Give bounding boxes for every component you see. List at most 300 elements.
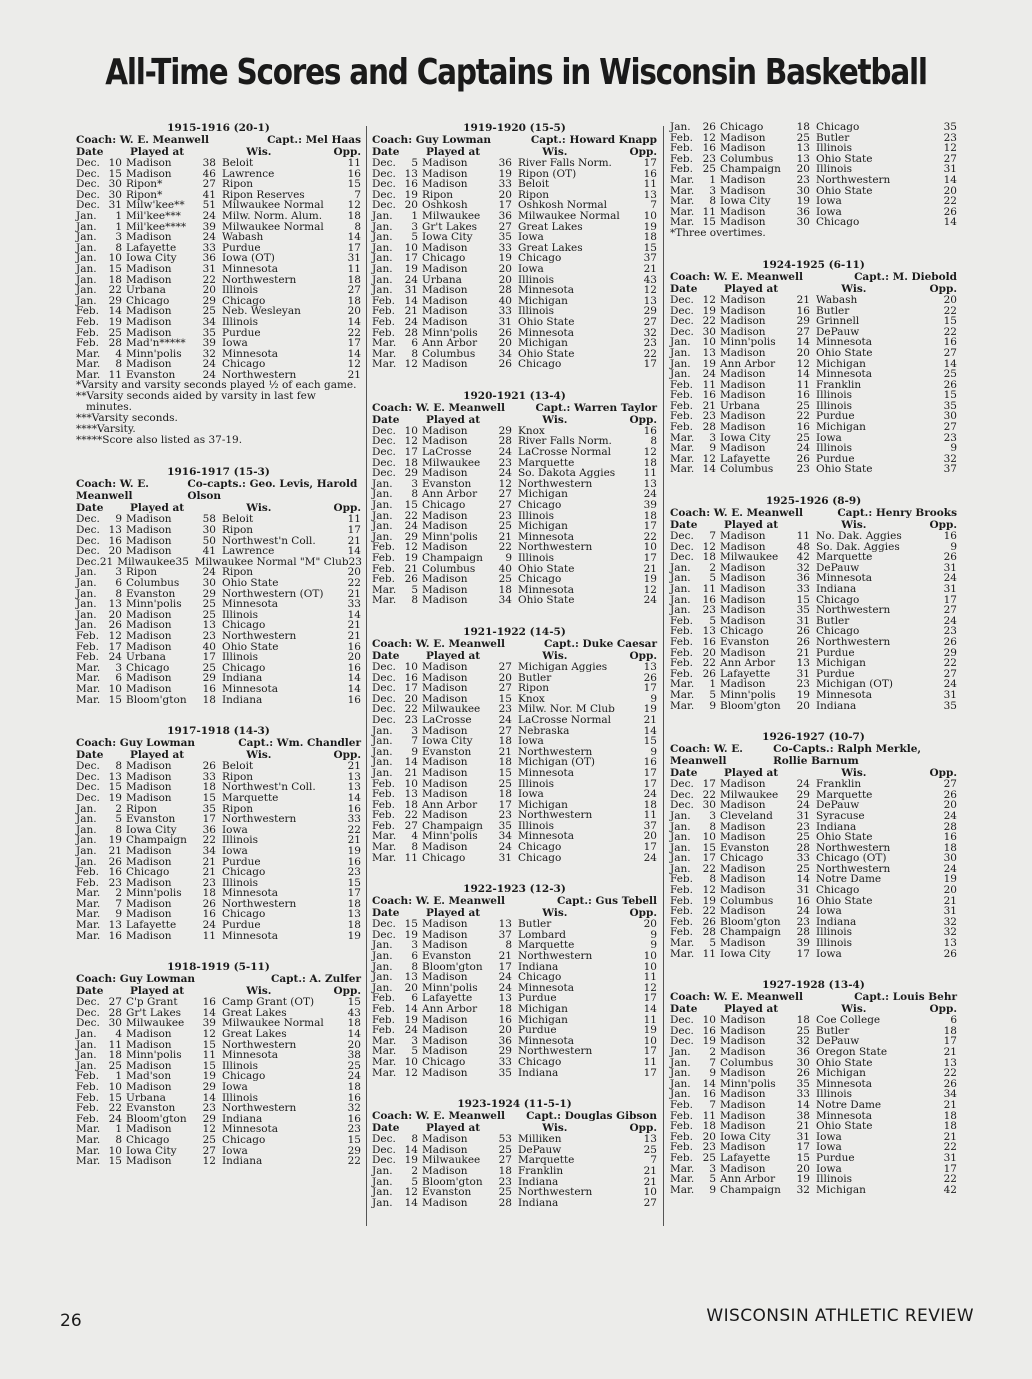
opponent-score: 33 <box>347 813 361 826</box>
game-day: 15 <box>404 499 418 512</box>
game-location: Iowa City <box>720 947 771 960</box>
footnote: ****Varsity. <box>76 423 136 436</box>
game-location: Ann Arbor <box>422 488 478 501</box>
game-day: 29 <box>404 530 418 543</box>
opponent-score: 15 <box>943 389 957 402</box>
opponent-name: Milwaukee Normal "M" Club <box>194 555 349 568</box>
opponent-name: Beloit <box>518 178 550 191</box>
wisconsin-score: 20 <box>796 163 810 176</box>
game-month: Jan. <box>76 1059 97 1072</box>
game-day: 11 <box>702 947 716 960</box>
opponent-score: 17 <box>643 552 657 564</box>
opponent-score: 22 <box>943 304 957 317</box>
game-day: 22 <box>702 657 716 670</box>
opponent-score: 23 <box>943 131 957 144</box>
game-day: 26 <box>108 855 122 868</box>
game-day: 8 <box>411 488 418 501</box>
game-month: Jan. <box>372 520 393 533</box>
opponent-name: Iowa <box>222 823 248 836</box>
opponent-score: 21 <box>643 562 657 575</box>
opponent-name: Purdue <box>518 992 557 1005</box>
opponent-score: 20 <box>347 305 361 318</box>
header-wis: Wis. <box>542 146 568 158</box>
opponent-score: 16 <box>347 802 361 815</box>
game-location: Madison <box>126 791 172 804</box>
game-month: Feb. <box>670 926 693 939</box>
game-row <box>670 811 957 822</box>
game-month: Jan. <box>372 745 393 758</box>
opponent-name: Marquette <box>518 456 575 469</box>
game-month: Mar. <box>372 358 397 371</box>
opponent-name: Chicago <box>222 619 266 632</box>
game-month: Feb. <box>372 1024 395 1037</box>
game-month: Mar. <box>670 1173 695 1186</box>
game-month: Jan. <box>76 209 97 222</box>
game-month: Jan. <box>76 619 97 632</box>
wisconsin-score: 23 <box>796 915 810 928</box>
game-day: 8 <box>115 760 122 773</box>
header-played-at: Played at <box>426 146 481 158</box>
game-day: 13 <box>404 971 418 984</box>
game-day: 26 <box>702 667 716 680</box>
game-location: Madison <box>720 862 766 875</box>
opponent-score: 7 <box>650 1154 657 1167</box>
wisconsin-score: 13 <box>498 992 512 1005</box>
opponent-name: Purdue <box>816 452 855 465</box>
game-row <box>670 122 957 133</box>
game-day: 19 <box>108 791 122 804</box>
opponent-name: Illinois <box>518 819 555 832</box>
opponent-score: 9 <box>650 745 657 758</box>
game-month: Feb. <box>670 625 693 638</box>
game-location: Madison <box>422 1066 468 1079</box>
game-month: Mar. <box>670 1183 695 1196</box>
opponent-score: 14 <box>943 173 957 186</box>
game-month: Dec. <box>372 703 396 716</box>
game-location: Ann Arbor <box>422 1003 478 1015</box>
opponent-score: 29 <box>347 1144 361 1157</box>
wisconsin-score: 15 <box>498 692 512 705</box>
game-month: Mar. <box>670 195 695 208</box>
game-month: Mar. <box>372 851 397 864</box>
game-row <box>76 631 361 642</box>
opponent-score: 17 <box>643 992 657 1005</box>
opponent-name: Beloit <box>222 513 254 526</box>
opponent-name: Indiana <box>518 1196 559 1209</box>
game-day: 22 <box>108 284 122 297</box>
opponent-score: 21 <box>943 1130 957 1143</box>
game-day: 11 <box>108 368 122 381</box>
game-month: Jan. <box>76 273 97 286</box>
game-day: 13 <box>108 524 122 537</box>
header-wis: Wis. <box>841 767 867 780</box>
wisconsin-score: 21 <box>796 293 810 306</box>
wisconsin-score: 34 <box>498 830 512 843</box>
game-location: Minn'polis <box>720 688 776 701</box>
opponent-name: Chicago <box>222 1070 266 1083</box>
game-location: Madison <box>720 530 766 543</box>
wisconsin-score: 34 <box>498 594 512 607</box>
opponent-name: Illinois <box>518 509 555 522</box>
opponent-score: 9 <box>650 928 657 941</box>
game-location: Madison <box>422 1034 468 1047</box>
header-wis: Wis. <box>542 649 568 662</box>
opponent-name: Milwaukee Normal <box>222 220 324 233</box>
game-location: Madison <box>422 971 468 984</box>
game-day: 5 <box>411 1045 418 1058</box>
opponent-score: 21 <box>943 1046 957 1058</box>
game-month: Dec. <box>76 178 100 191</box>
wisconsin-score: 13 <box>796 152 810 165</box>
opponent-score: 23 <box>643 337 657 350</box>
game-location: Madison <box>126 781 172 794</box>
game-month: Mar. <box>76 919 101 932</box>
game-month: Feb. <box>670 657 693 670</box>
wisconsin-score: 20 <box>796 699 810 712</box>
game-day: 9 <box>115 513 122 526</box>
opponent-score: 17 <box>347 337 361 350</box>
wisconsin-score: 13 <box>796 657 810 670</box>
header-wis: Wis. <box>246 985 272 998</box>
wisconsin-score: 26 <box>796 1067 810 1080</box>
opponent-name: Illinois <box>222 1091 259 1104</box>
opponent-name: Illinois <box>816 1173 853 1186</box>
game-location: Madison <box>422 509 468 522</box>
wisconsin-score: 39 <box>202 1017 216 1030</box>
opponent-score: 22 <box>347 577 361 590</box>
game-day: 28 <box>404 326 418 339</box>
game-location: Gr't Lakes <box>422 220 478 233</box>
wisconsin-score: 35 <box>498 819 512 832</box>
game-month: Jan. <box>670 862 691 875</box>
game-day: 5 <box>709 937 716 950</box>
wisconsin-score: 24 <box>202 566 216 579</box>
wisconsin-score: 23 <box>796 463 810 476</box>
game-month: Jan. <box>76 608 97 621</box>
opponent-name: Indiana <box>816 583 857 595</box>
header-played-at: Played at <box>426 907 481 920</box>
opponent-name: Michigan <box>816 357 866 370</box>
game-location: Madison <box>126 855 172 868</box>
opponent-score: 31 <box>943 688 957 701</box>
wisconsin-score: 31 <box>202 262 216 275</box>
game-day: 19 <box>404 552 418 564</box>
game-month: Jan. <box>670 1046 691 1058</box>
game-month: Feb. <box>670 614 693 627</box>
opponent-name: Franklin <box>816 378 862 391</box>
page-number: 26 <box>60 1311 82 1331</box>
wisconsin-score: 32 <box>202 347 216 360</box>
game-month: Feb. <box>372 541 395 554</box>
wisconsin-score: 35 <box>202 802 216 815</box>
wisconsin-score: 23 <box>498 1175 512 1188</box>
opponent-name: Minnesota <box>816 336 873 349</box>
opponent-score: 16 <box>643 756 657 769</box>
header-date: Date <box>372 1122 400 1135</box>
game-day: 3 <box>709 1162 716 1175</box>
game-row <box>372 1057 657 1068</box>
game-month: Jan. <box>372 499 393 512</box>
game-day: 22 <box>702 905 716 918</box>
season-heading: 1917-1918 (14-3) <box>167 725 270 738</box>
coach-name: Coach: Guy Lowman <box>76 973 196 986</box>
game-month: Dec. <box>76 781 100 794</box>
game-month: Dec. <box>76 770 100 783</box>
opponent-name: Northwestern (OT) <box>222 587 324 600</box>
opponent-name: Northwest'n Coll. <box>222 781 316 794</box>
game-location: Madison <box>422 467 468 480</box>
game-location: Urbana <box>126 651 166 664</box>
game-location: Madison <box>422 671 468 684</box>
opponent-score: 29 <box>643 305 657 318</box>
game-location: Madison <box>720 1162 766 1175</box>
opponent-name: Beloit <box>222 760 254 773</box>
game-month: Dec. <box>372 682 396 695</box>
opponent-score: 19 <box>643 573 657 586</box>
wisconsin-score: 31 <box>796 884 810 897</box>
opponent-name: Minnesota <box>816 1109 873 1122</box>
game-location: Evanston <box>720 841 770 854</box>
header-date: Date <box>76 146 104 158</box>
game-day: 14 <box>404 294 418 307</box>
game-month: Jan. <box>76 823 97 836</box>
opponent-score: 34 <box>943 1088 957 1101</box>
game-month: Dec. <box>670 293 694 306</box>
game-month: Dec. <box>372 456 396 469</box>
opponent-score: 18 <box>347 919 361 932</box>
game-month: Jan. <box>76 577 97 590</box>
opponent-name: Northwestern <box>518 745 593 758</box>
wisconsin-score: 36 <box>796 1046 810 1058</box>
wisconsin-score: 19 <box>796 195 810 208</box>
game-day: 26 <box>702 915 716 928</box>
season-block <box>76 122 361 446</box>
game-day: 21 <box>99 555 114 568</box>
game-month: Mar. <box>670 937 695 950</box>
game-location: Madison <box>720 421 766 434</box>
opponent-name: Butler <box>816 304 850 317</box>
opponent-name: Northwestern <box>816 173 891 186</box>
season-block <box>670 259 957 475</box>
game-month: Dec. <box>372 199 396 212</box>
wisconsin-score: 27 <box>498 499 512 512</box>
opponent-name: Nebraska <box>518 724 570 737</box>
opponent-name: So. Dakota Aggies <box>518 467 616 480</box>
game-day: 11 <box>702 1109 716 1122</box>
game-row <box>76 684 361 695</box>
wisconsin-score: 26 <box>202 897 216 910</box>
wisconsin-score: 31 <box>796 1130 810 1143</box>
header-opp: Opp. <box>629 1122 657 1135</box>
opponent-name: Iowa <box>816 431 842 444</box>
opponent-name: Minnesota <box>518 981 575 994</box>
game-month: Feb. <box>372 294 395 307</box>
wisconsin-score: 46 <box>202 167 216 180</box>
game-month: Dec. <box>670 1014 694 1027</box>
game-month: Feb. <box>372 1003 395 1015</box>
game-month: Mar. <box>670 205 695 218</box>
wisconsin-score: 23 <box>796 173 810 186</box>
game-month: Feb. <box>372 573 395 586</box>
game-month: Feb. <box>670 667 693 680</box>
game-month: Jan. <box>670 604 691 617</box>
opponent-name: Minnesota <box>518 1034 575 1047</box>
game-location: Madison <box>126 672 172 685</box>
game-location: Ann Arbor <box>720 357 776 370</box>
opponent-score: 14 <box>347 672 361 685</box>
game-location: Madison <box>126 157 172 169</box>
opponent-name: Chicago <box>816 121 860 133</box>
game-row <box>670 464 957 475</box>
opponent-name: Ohio State <box>816 1056 873 1069</box>
wisconsin-score: 12 <box>796 357 810 370</box>
game-day: 11 <box>702 378 716 391</box>
game-location: Milwaukee <box>117 555 176 568</box>
opponent-score: 20 <box>643 830 657 843</box>
game-location: Minn'polis <box>126 347 182 360</box>
game-day: 7 <box>709 530 716 543</box>
wisconsin-score: 34 <box>202 315 216 328</box>
game-month: Feb. <box>372 326 395 339</box>
opponent-score: 9 <box>950 442 957 455</box>
game-month: Dec. <box>670 530 694 543</box>
opponent-name: Minnesota <box>518 830 575 843</box>
wisconsin-score: 16 <box>202 996 216 1009</box>
game-month: Jan. <box>670 368 691 381</box>
game-day: 26 <box>702 121 716 133</box>
game-location: Madison <box>720 131 766 144</box>
wisconsin-score: 17 <box>498 798 512 811</box>
wisconsin-score: 23 <box>202 630 216 642</box>
header-date: Date <box>76 749 104 762</box>
wisconsin-score: 25 <box>796 831 810 844</box>
game-month: Jan. <box>372 488 393 501</box>
game-day: 5 <box>709 572 716 585</box>
game-month: Jan. <box>76 855 97 868</box>
game-month: Dec. <box>670 1035 694 1048</box>
game-month: Feb. <box>670 1120 693 1133</box>
game-location: Minn'polis <box>126 1049 182 1062</box>
game-day: 26 <box>108 619 122 632</box>
opponent-name: Chicago <box>518 573 562 586</box>
opponent-name: Beloit <box>222 157 254 169</box>
game-location: Champaign <box>422 552 483 564</box>
game-day: 15 <box>108 1155 122 1168</box>
coach-name: Coach: W. E. Meanwell <box>372 637 505 650</box>
game-month: Dec. <box>76 513 100 526</box>
game-month: Jan. <box>372 284 393 297</box>
opponent-score: 30 <box>943 410 957 423</box>
opponent-score: 16 <box>347 1112 361 1125</box>
game-location: Columbus <box>720 894 774 907</box>
game-day: 12 <box>404 1066 418 1079</box>
opponent-name: Great Lakes <box>518 220 583 233</box>
season-heading: 1916-1917 (15-3) <box>167 466 270 479</box>
opponent-score: 11 <box>643 467 657 480</box>
opponent-name: Illinois <box>222 876 259 889</box>
opponent-name: Ripon Reserves <box>222 188 305 201</box>
page-title: All-Time Scores and Captains in Wisconsin Basketball <box>105 52 927 93</box>
header-played-at: Played at <box>426 413 481 426</box>
game-row <box>76 1156 361 1167</box>
game-month: Feb. <box>76 1081 99 1093</box>
opponent-name: River Falls Norm. <box>518 435 612 448</box>
game-month: Feb. <box>76 1091 99 1104</box>
opponent-score: 14 <box>347 791 361 804</box>
game-day: 22 <box>404 809 418 822</box>
opponent-name: Michigan <box>816 657 866 670</box>
game-day: 19 <box>404 1013 418 1026</box>
game-day: 16 <box>702 142 716 155</box>
captain-name: Capt.: Wm. Chandler <box>238 737 361 750</box>
opponent-score: 21 <box>347 587 361 600</box>
game-month: Mar. <box>670 947 695 960</box>
game-location: Ann Arbor <box>720 657 776 670</box>
game-location: Madison <box>126 876 172 889</box>
opponent-score: 19 <box>347 929 361 942</box>
game-day: 5 <box>411 231 418 244</box>
game-month: Jan. <box>372 1175 393 1188</box>
opponent-score: 15 <box>643 735 657 748</box>
game-day: 5 <box>115 813 122 826</box>
opponent-name: Northwestern <box>222 897 297 910</box>
game-day: 2 <box>115 887 122 900</box>
game-day: 1 <box>709 678 716 691</box>
game-location: Lafayette <box>126 241 177 254</box>
wisconsin-score: 26 <box>202 760 216 773</box>
wisconsin-score: 26 <box>498 326 512 339</box>
opponent-name: Butler <box>816 1024 850 1037</box>
game-row <box>372 211 657 222</box>
wisconsin-score: 26 <box>498 358 512 371</box>
game-location: Madison <box>720 1120 766 1133</box>
game-location: Madison <box>720 368 766 381</box>
wisconsin-score: 29 <box>498 1045 512 1058</box>
opponent-name: Illinois <box>222 608 259 621</box>
opponent-score: 32 <box>943 915 957 928</box>
opponent-name: Ripon (OT) <box>518 167 577 180</box>
game-day: 18 <box>404 456 418 469</box>
opponent-name: Minnesota <box>222 1123 279 1136</box>
opponent-name: Iowa <box>518 231 544 244</box>
wisconsin-score: 25 <box>498 520 512 533</box>
game-month: Dec. <box>670 551 694 564</box>
header-wis: Wis. <box>246 146 272 158</box>
game-day: 3 <box>115 661 122 674</box>
game-day: 13 <box>404 167 418 180</box>
game-day: 17 <box>108 640 122 653</box>
game-location: Lafayette <box>126 919 177 932</box>
game-month: Mar. <box>76 682 101 695</box>
game-month: Jan. <box>372 252 393 265</box>
game-day: 8 <box>115 358 122 371</box>
game-day: 10 <box>702 336 716 349</box>
game-location: Madison <box>126 1081 172 1093</box>
opponent-name: Notre Dame <box>816 1098 882 1111</box>
game-location: Lafayette <box>422 992 473 1005</box>
opponent-name: Michigan <box>518 294 568 307</box>
header-date: Date <box>670 282 698 295</box>
game-row <box>372 359 657 370</box>
opponent-score: 23 <box>943 431 957 444</box>
game-month: Mar. <box>670 463 695 476</box>
game-month: Feb. <box>670 163 693 176</box>
opponent-score: 15 <box>643 241 657 254</box>
opponent-score: 18 <box>347 209 361 222</box>
game-month: Feb. <box>372 798 395 811</box>
opponent-score: 37 <box>643 819 657 832</box>
opponent-name: Marquette <box>816 551 873 564</box>
